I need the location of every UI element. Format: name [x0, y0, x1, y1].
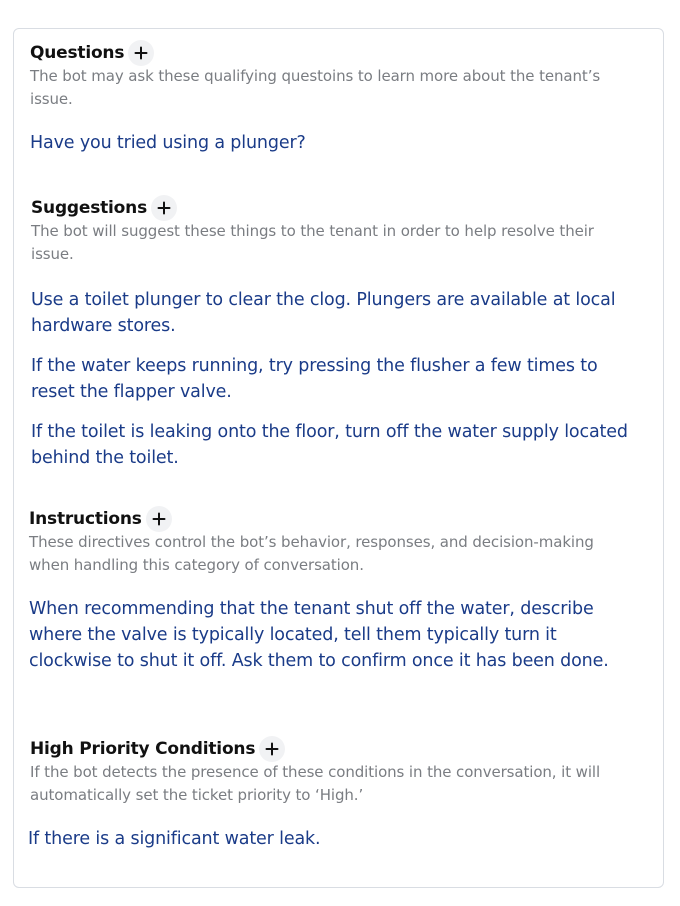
add-suggestion-button[interactable] [151, 195, 177, 221]
instructions-description: These directives control the bot’s behavior, responses, and decision-making when handling this category of conversation. [29, 533, 594, 574]
questions-header [30, 42, 663, 64]
plus-icon [152, 512, 166, 526]
instructions-header [29, 508, 663, 530]
plus-icon [134, 46, 148, 60]
add-instruction-button[interactable] [146, 506, 172, 532]
condition-item[interactable]: If there is a significant water leak. [28, 829, 321, 849]
suggestions-header [31, 197, 663, 219]
high-priority-section [30, 738, 663, 852]
suggestion-item[interactable]: If the water keeps running, try pressing the flusher a few times to reset the flapper valve. [31, 356, 598, 402]
suggestions-section [31, 197, 663, 471]
high-priority-description: If the bot detects the presence of these conditions in the conversation, it will automatically set the ticket priority to ‘High.’ [30, 763, 601, 804]
suggestion-item[interactable]: Use a toilet plunger to clear the clog. Plungers are available at local hardware stores. [31, 290, 616, 336]
question-item[interactable]: Have you tried using a plunger? [30, 133, 306, 153]
instructions-section [29, 508, 663, 674]
questions-description: The bot may ask these qualifying questoins to learn more about the tenant’s issue. [30, 67, 601, 108]
suggestions-list [31, 287, 663, 471]
suggestions-title: Suggestions [31, 198, 147, 218]
questions-title: Questions [30, 43, 125, 63]
questions-section [30, 42, 663, 156]
instructions-title: Instructions [29, 509, 142, 529]
plus-icon [157, 201, 171, 215]
high-priority-title: High Priority Conditions [30, 739, 256, 759]
add-condition-button[interactable] [259, 736, 285, 762]
suggestions-description: The bot will suggest these things to the tenant in order to help resolve their issue. [31, 222, 594, 263]
high-priority-header [30, 738, 663, 760]
add-question-button[interactable] [128, 40, 154, 66]
bot-config-card [13, 28, 664, 888]
suggestion-item[interactable]: If the toilet is leaking onto the floor, turn off the water supply located behind the toilet. [31, 422, 628, 468]
plus-icon [265, 742, 279, 756]
instruction-item[interactable]: When recommending that the tenant shut off the water, describe where the valve is typically located, tell them typically turn it clockwise to shut it off. Ask them to confirm once it has been done. [29, 599, 609, 671]
